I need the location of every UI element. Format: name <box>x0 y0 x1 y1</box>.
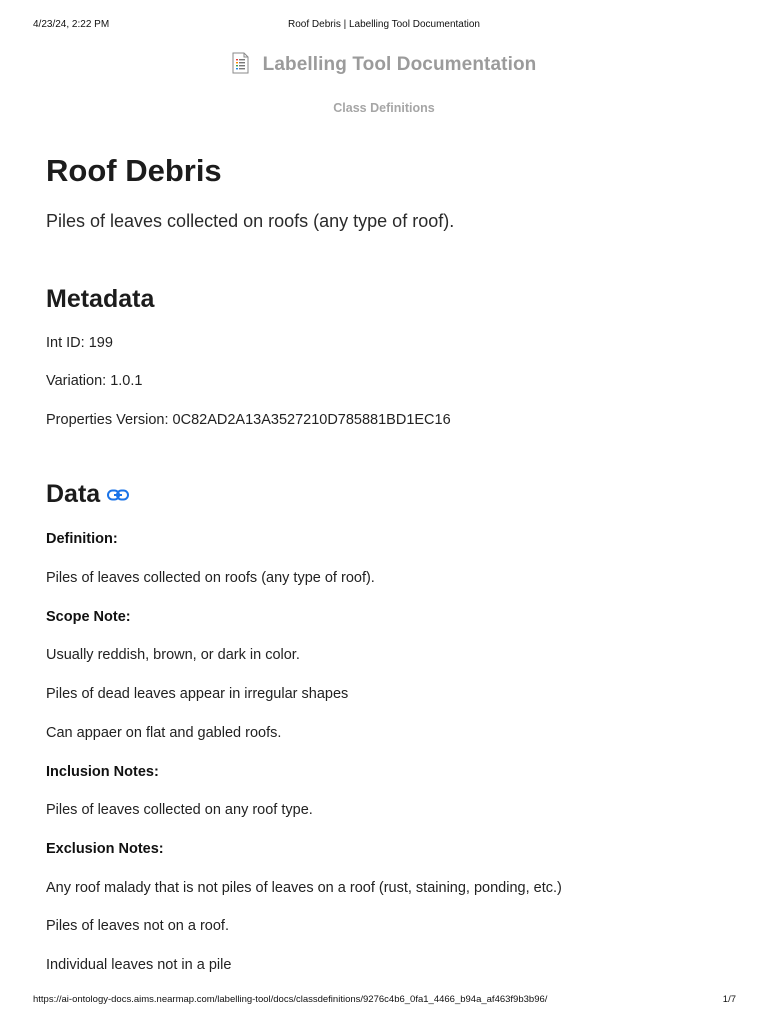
exclusion-note-item: Any roof malady that is not piles of leaves on a roof (rust, staining, ponding, etc.) <box>46 880 562 896</box>
print-datetime: 4/23/24, 2:22 PM <box>33 19 110 30</box>
metadata-heading: Metadata <box>46 285 155 313</box>
data-heading-text: Data <box>46 480 101 508</box>
document-icon <box>232 52 263 79</box>
data-heading <box>46 480 129 509</box>
definition-label: Definition: <box>46 531 118 547</box>
site-title[interactable]: Labelling Tool Documentation <box>262 54 537 75</box>
variation: Variation: 1.0.1 <box>46 373 143 389</box>
scope-note-label: Scope Note: <box>46 609 131 625</box>
page-number: 1/7 <box>722 994 736 1005</box>
scope-note-item: Piles of dead leaves appear in irregular shapes <box>46 686 349 702</box>
print-footer <box>0 994 768 1008</box>
print-page-title: Roof Debris | Labelling Tool Documentation <box>288 19 480 30</box>
definition-text: Piles of leaves collected on roofs (any type of roof). <box>46 570 375 586</box>
properties-version: Properties Version: 0C82AD2A13A3527210D785881BD1EC16 <box>46 412 451 428</box>
site-header <box>0 50 768 80</box>
inclusion-notes-label: Inclusion Notes: <box>46 764 159 780</box>
print-header <box>0 17 768 33</box>
page-lead: Piles of leaves collected on roofs (any type of roof). <box>46 211 455 231</box>
int-id: Int ID: 199 <box>46 335 113 351</box>
exclusion-notes-label: Exclusion Notes: <box>46 841 164 857</box>
page-url: https://ai-ontology-docs.aims.nearmap.com/labelling-tool/docs/classdefinitions/9276c4b6_0fa1_4466_b94a_af463f9b3b96/ <box>33 994 548 1005</box>
breadcrumb[interactable]: Class Definitions <box>333 101 435 115</box>
exclusion-note-item: Individual leaves not in a pile <box>46 957 232 973</box>
scope-note-item: Usually reddish, brown, or dark in color. <box>46 647 300 663</box>
exclusion-note-item: Piles of leaves not on a roof. <box>46 918 229 934</box>
scope-note-item: Can appaer on flat and gabled roofs. <box>46 725 282 741</box>
link-icon[interactable] <box>100 480 129 509</box>
inclusion-note-item: Piles of leaves collected on any roof type. <box>46 802 313 818</box>
page-title: Roof Debris <box>46 153 222 188</box>
